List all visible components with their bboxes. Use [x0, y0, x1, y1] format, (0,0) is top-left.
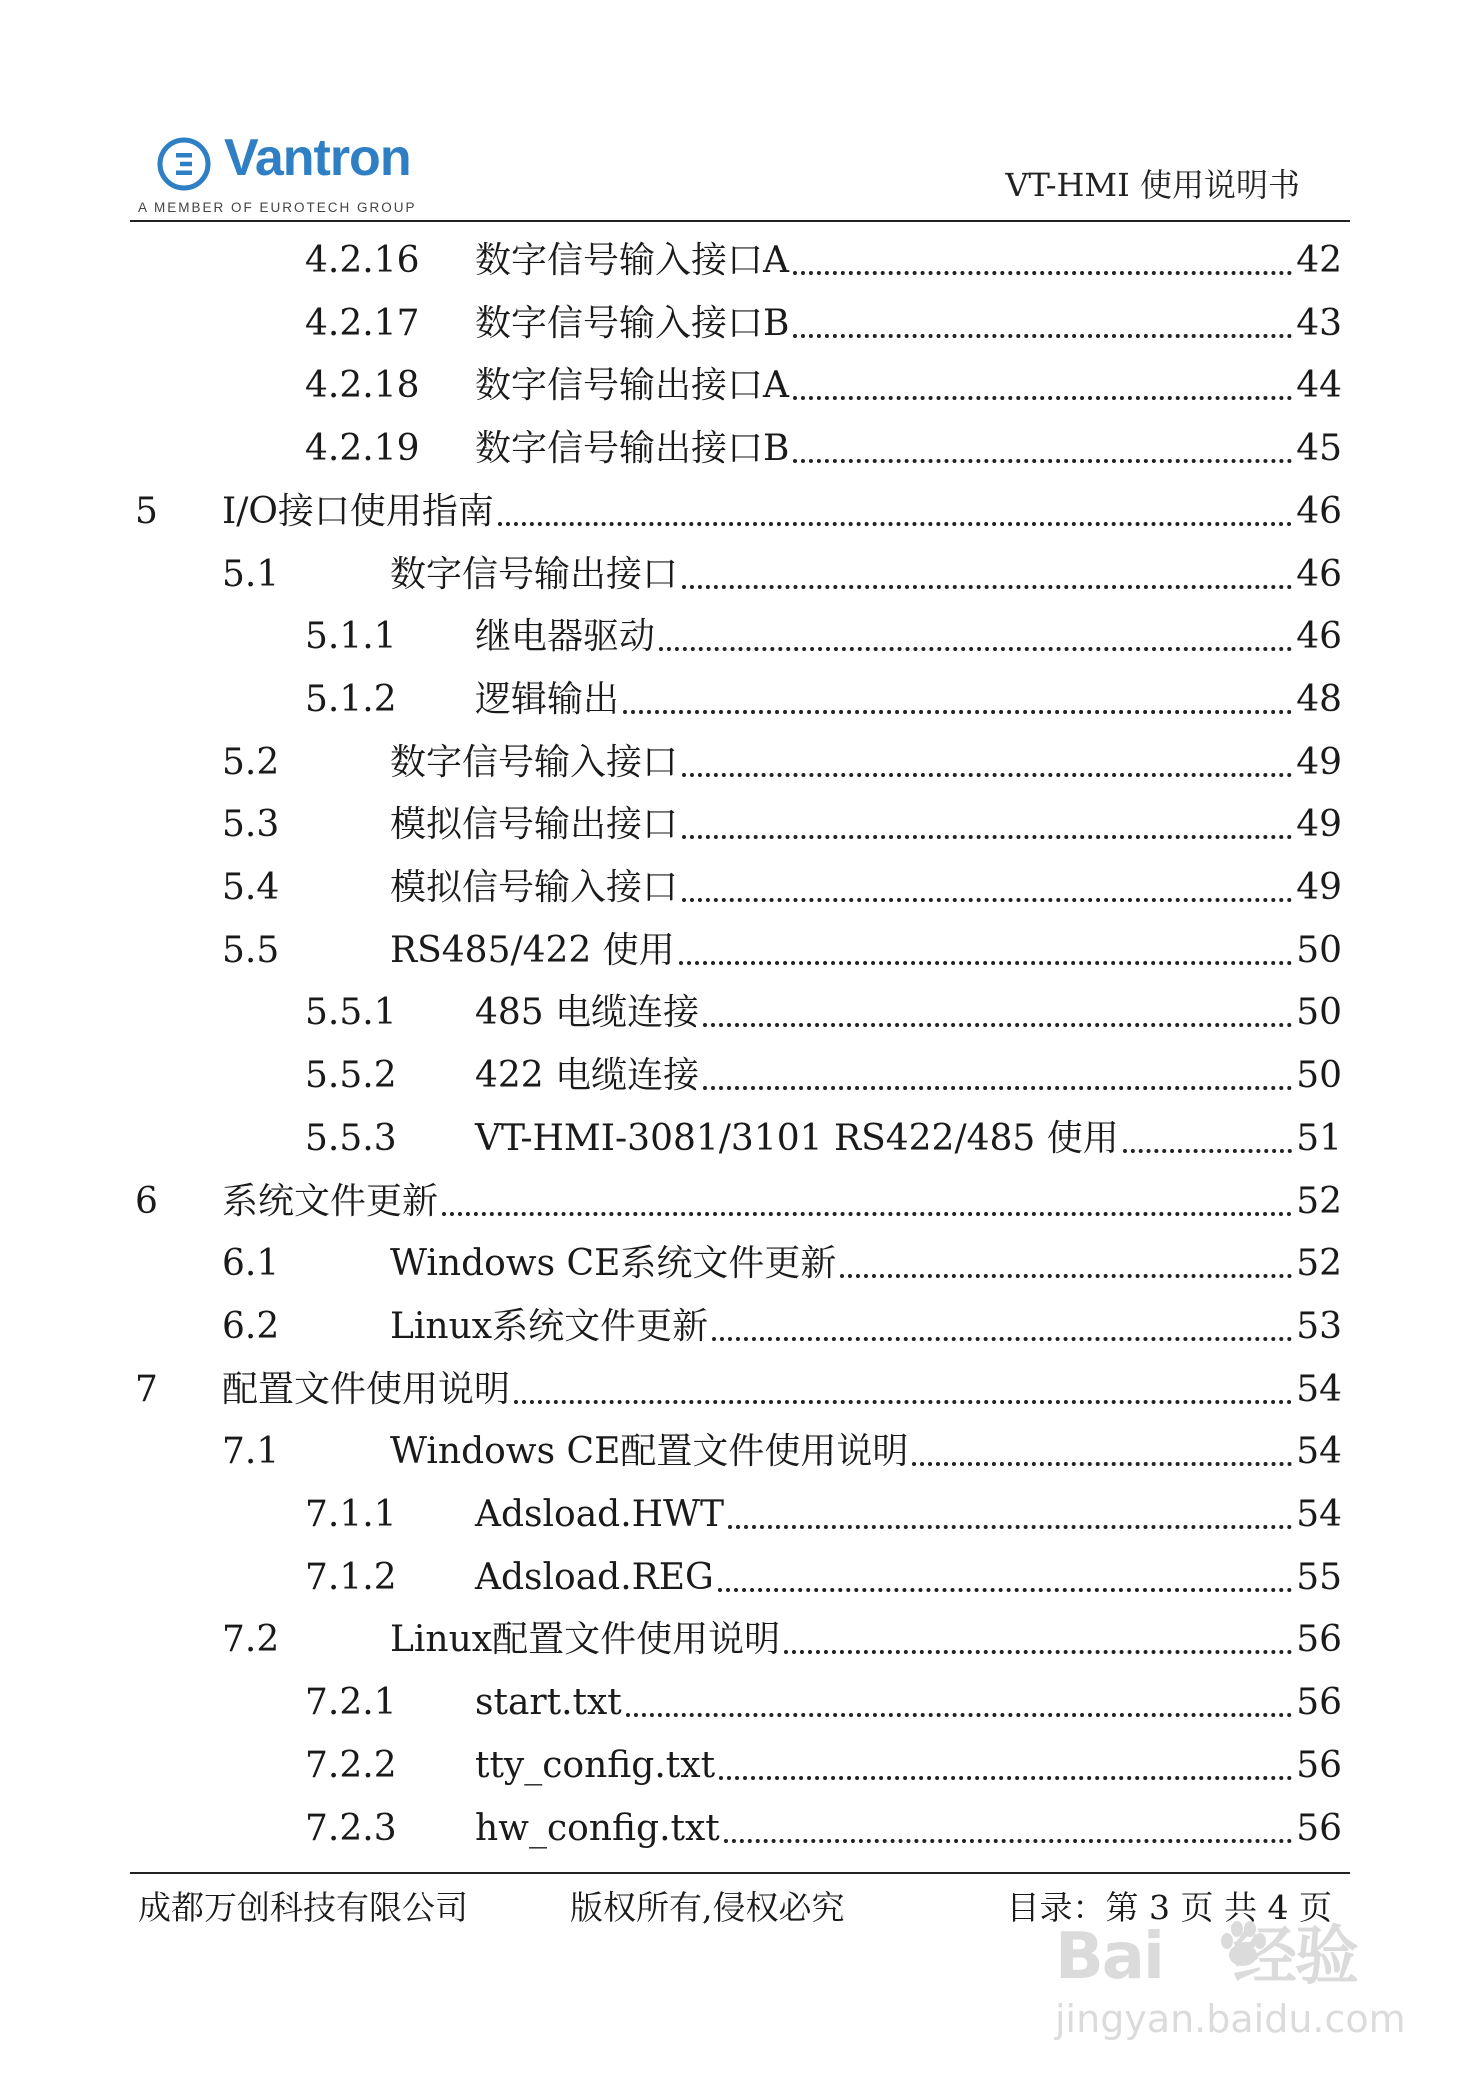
toc-entry-page: 48 [1296, 678, 1342, 720]
toc-entry-title: Windows CE配置文件使用说明 [390, 1431, 909, 1473]
toc-dot-leader [682, 557, 1292, 593]
footer-page-info: 目录：第 3 页 共 4 页 [1006, 1888, 1332, 1927]
toc-entry-page: 54 [1296, 1494, 1342, 1535]
toc-entry[interactable] [222, 794, 1342, 856]
toc-dot-leader [793, 306, 1292, 342]
toc-entry-number: 7.2.1 [305, 1682, 397, 1724]
toc-entry-number: 5.1.2 [305, 678, 397, 720]
toc-entry-title: 数字信号输出接口B [475, 428, 790, 470]
toc-entry-title: Linux配置文件使用说明 [390, 1619, 781, 1661]
toc-entry-page: 53 [1296, 1305, 1342, 1347]
toc-entry-number: 7.1.1 [305, 1494, 397, 1535]
toc-dot-leader [626, 1685, 1292, 1721]
toc-dot-leader [442, 1184, 1292, 1220]
baidu-paw-icon [1213, 1915, 1273, 1975]
toc-entry-number: 5.5.3 [305, 1117, 397, 1159]
watermark-main-suffix: 经验 [1232, 1920, 1357, 1994]
toc-entry-title: 系统文件更新 [222, 1180, 439, 1222]
toc-entry[interactable] [305, 606, 1342, 668]
toc-entry[interactable] [305, 1672, 1342, 1734]
toc-entry-page: 49 [1296, 867, 1342, 908]
toc-entry-page: 52 [1296, 1243, 1342, 1285]
toc-entry-title: 数字信号输入接口 [390, 741, 679, 783]
toc-entry-number: 5.5.1 [305, 992, 397, 1034]
toc-dot-leader [498, 494, 1292, 530]
toc-entry[interactable] [222, 1609, 1342, 1671]
toc-entry-page: 52 [1296, 1180, 1342, 1222]
toc-dot-leader [912, 1434, 1292, 1470]
brand-name: Vantron [224, 129, 411, 187]
toc-entry-page: 43 [1296, 302, 1342, 344]
toc-dot-leader [679, 933, 1292, 969]
toc-entry-title: VT-HMI-3081/3101 RS422/485 使用 [475, 1117, 1119, 1159]
toc-entry-title: Linux系统文件更新 [390, 1305, 709, 1347]
toc-entry-page: 56 [1296, 1807, 1342, 1849]
toc-entry-number: 7.1.2 [305, 1556, 397, 1598]
toc-entry-number: 5.1.1 [305, 616, 397, 658]
toc-entry-title: tty_config.txt [475, 1744, 716, 1786]
toc-entry-title: hw_config.txt [475, 1807, 720, 1849]
brand-tagline: A MEMBER OF EUROTECH GROUP [138, 200, 417, 215]
toc-dot-leader [682, 807, 1292, 843]
toc-dot-leader [724, 1811, 1292, 1847]
toc-entry[interactable] [222, 1421, 1342, 1483]
toc-dot-leader [682, 745, 1292, 781]
toc-entry-number: 4.2.18 [305, 365, 420, 407]
toc-entry-page: 49 [1296, 804, 1342, 846]
toc-entry-page: 46 [1296, 490, 1342, 532]
toc-dot-leader [712, 1309, 1292, 1345]
toc-entry[interactable] [135, 1359, 1342, 1421]
toc-entry-number: 7.2 [222, 1619, 280, 1661]
toc-dot-leader [703, 1058, 1292, 1094]
toc-entry-page: 56 [1296, 1682, 1342, 1724]
header-rule [130, 220, 1350, 222]
toc-entry-page: 54 [1296, 1368, 1342, 1410]
vantron-logo [138, 126, 438, 216]
toc-entry[interactable] [222, 1233, 1342, 1295]
toc-entry-page: 51 [1296, 1117, 1342, 1159]
toc-entry[interactable] [305, 418, 1342, 480]
toc-entry-number: 4.2.17 [305, 302, 420, 344]
toc-entry-number: 4.2.16 [305, 240, 420, 281]
toc-dot-leader [793, 431, 1292, 467]
toc-dot-leader [682, 870, 1292, 906]
toc-dot-leader [623, 682, 1292, 718]
toc-entry[interactable] [305, 1547, 1342, 1609]
toc-entry[interactable] [305, 1484, 1342, 1546]
toc-dot-leader [793, 368, 1292, 404]
toc-entry[interactable] [305, 1735, 1342, 1797]
toc-entry-page: 55 [1296, 1556, 1342, 1598]
toc-dot-leader [793, 243, 1292, 279]
toc-entry-number: 6 [135, 1180, 158, 1222]
toc-entry[interactable] [222, 1296, 1342, 1358]
toc-entry-title: 继电器驱动 [475, 616, 656, 658]
toc-entry-page: 50 [1296, 1055, 1342, 1097]
toc-entry-page: 46 [1296, 616, 1342, 658]
toc-entry-number: 5.2 [222, 741, 280, 783]
toc-entry-page: 46 [1296, 553, 1342, 595]
toc-entry[interactable] [135, 481, 1342, 543]
page-header [130, 120, 1350, 220]
watermark-main [1055, 1905, 1357, 1997]
watermark-main-text: Bai [1055, 1920, 1163, 1994]
toc-entry[interactable] [222, 544, 1342, 606]
toc-entry[interactable] [305, 1798, 1342, 1860]
vantron-logo-icon [156, 136, 212, 192]
toc-entry[interactable] [305, 355, 1342, 417]
toc-entry-page: 54 [1296, 1431, 1342, 1473]
watermark-url: jingyan.baidu.com [1055, 1997, 1406, 2041]
toc-entry-title: 逻辑输出 [475, 678, 620, 720]
toc-entry-title: 数字信号输出接口 [390, 553, 679, 595]
footer-company: 成都万创科技有限公司 [138, 1888, 468, 1927]
toc-entry-title: 数字信号输入接口B [475, 302, 790, 344]
toc-entry[interactable] [305, 669, 1342, 731]
toc-entry-number: 5.4 [222, 867, 280, 908]
toc-entry-number: 5 [135, 490, 158, 532]
toc-entry[interactable] [222, 857, 1342, 919]
toc-entry-page: 56 [1296, 1619, 1342, 1661]
toc-entry-title: 数字信号输入接口A [475, 240, 789, 281]
toc-entry-number: 7.2.3 [305, 1807, 397, 1849]
toc-entry-title: RS485/422 使用 [390, 929, 675, 971]
toc-entry-page: 45 [1296, 428, 1342, 470]
toc-entry[interactable] [305, 982, 1342, 1044]
toc-entry-page: 50 [1296, 929, 1342, 971]
toc-entry-number: 5.1 [222, 553, 280, 595]
toc-entry[interactable] [222, 920, 1342, 982]
toc-dot-leader [728, 1497, 1292, 1533]
toc-entry-title: 485 电缆连接 [475, 992, 700, 1034]
toc-entry-title: 配置文件使用说明 [222, 1368, 511, 1410]
toc-entry-page: 50 [1296, 992, 1342, 1034]
toc-entry-title: 模拟信号输入接口 [390, 867, 679, 908]
footer-rule [130, 1872, 1350, 1874]
toc-entry-title: Windows CE系统文件更新 [390, 1243, 837, 1285]
toc-entry[interactable] [305, 1108, 1342, 1170]
toc-entry-number: 6.1 [222, 1243, 280, 1285]
toc-dot-leader [1123, 1121, 1292, 1157]
toc-entry-title: 数字信号输出接口A [475, 365, 789, 407]
toc-entry[interactable] [135, 1171, 1342, 1233]
toc-entry-page: 56 [1296, 1744, 1342, 1786]
toc-dot-leader [514, 1372, 1292, 1408]
toc-dot-leader [703, 995, 1292, 1031]
footer-copyright: 版权所有,侵权必究 [570, 1888, 845, 1927]
toc-entry-number: 5.3 [222, 804, 280, 846]
toc-entry[interactable] [305, 1045, 1342, 1107]
toc-entry-title: Adsload.REG [475, 1556, 714, 1598]
toc-entry[interactable] [305, 230, 1342, 292]
document-title: VT-HMI 使用说明书 [1005, 166, 1300, 204]
toc-entry-title: start.txt [475, 1682, 622, 1724]
toc-entry-number: 7 [135, 1368, 158, 1410]
toc-entry-number: 7.2.2 [305, 1744, 397, 1786]
toc-dot-leader [659, 619, 1292, 655]
toc-entry[interactable] [305, 293, 1342, 355]
toc-dot-leader [719, 1748, 1292, 1784]
toc-dot-leader [784, 1622, 1292, 1658]
toc-dot-leader [840, 1246, 1292, 1282]
toc-entry-number: 5.5.2 [305, 1055, 397, 1097]
toc-entry-title: Adsload.HWT [475, 1494, 725, 1535]
baidu-jingyan-watermark [1045, 1905, 1425, 2065]
toc-entry-page: 42 [1296, 240, 1342, 281]
toc-entry-page: 49 [1296, 741, 1342, 783]
toc-entry-number: 4.2.19 [305, 428, 420, 470]
toc-entry-title: I/O接口使用指南 [222, 490, 494, 532]
toc-dot-leader [718, 1560, 1292, 1596]
toc-entry-title: 模拟信号输出接口 [390, 804, 679, 846]
toc-entry-number: 7.1 [222, 1431, 280, 1473]
toc-entry-number: 5.5 [222, 929, 280, 971]
toc-entry-page: 44 [1296, 365, 1342, 407]
toc-entry[interactable] [222, 732, 1342, 794]
toc-entry-title: 422 电缆连接 [475, 1055, 700, 1097]
toc-entry-number: 6.2 [222, 1305, 280, 1347]
